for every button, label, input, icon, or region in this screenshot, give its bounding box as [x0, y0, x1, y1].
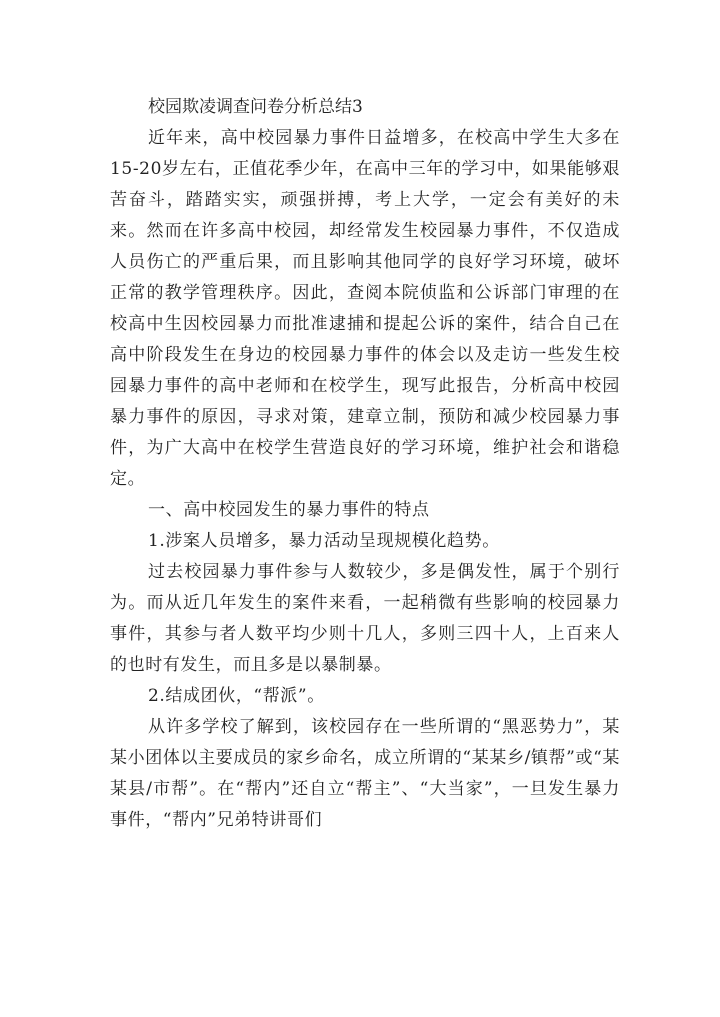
document-page [110, 92, 620, 836]
subheading-2: 2.结成团伙，“帮派”。 [148, 686, 325, 706]
subheading-1: 1.涉案人员增多，暴力活动呈现规模化趋势。 [148, 531, 500, 551]
section-heading-1: 一、高中校园发生的暴力事件的特点 [148, 500, 430, 520]
paragraph-scale: 过去校园暴力事件参与人数较少，多是偶发性，属于个别行为。而从近几年发生的案件来看，一起稍微有些影响的校园暴力事件，其参与者人数平均少则十几人，多则三四十人，上百来人的也时有发生，而且多是以暴制暴。 [110, 562, 620, 675]
paragraph-gangs: 从许多学校了解到，该校园存在一些所谓的“黑恶势力”，某某小团体以主要成员的家乡命名，成立所谓的“某某乡/镇帮”或“某某县/市帮”。在“帮内”还自立“帮主”、“大当家”，一旦发生暴力事件，“帮内”兄弟特讲哥们 [110, 717, 620, 830]
document-title: 校园欺凌调查问卷分析总结3 [148, 97, 363, 117]
paragraph-intro: 近年来，高中校园暴力事件日益增多，在校高中学生大多在15-20岁左右，正值花季少年，在高中三年的学习中，如果能够艰苦奋斗，踏踏实实，顽强拼搏，考上大学，一定会有美好的未来。然而在许多高中校园，却经常发生校园暴力事件，不仅造成人员伤亡的严重后果，而且影响其他同学的良好学习环境，破坏正常的教学管理秩序。因此，查阅本院侦监和公诉部门审理的在校高中生因校园暴力而批准逮捕和提起公诉的案件，结合自己在高中阶段发生在身边的校园暴力事件的体会以及走访一些发生校园暴力事件的高中老师和在校学生，现写此报告，分析高中校园暴力事件的原因，寻求对策，建章立制，预防和减少校园暴力事件，为广大高中在校学生营造良好的学习环境，维护社会和谐稳定。 [110, 128, 620, 489]
